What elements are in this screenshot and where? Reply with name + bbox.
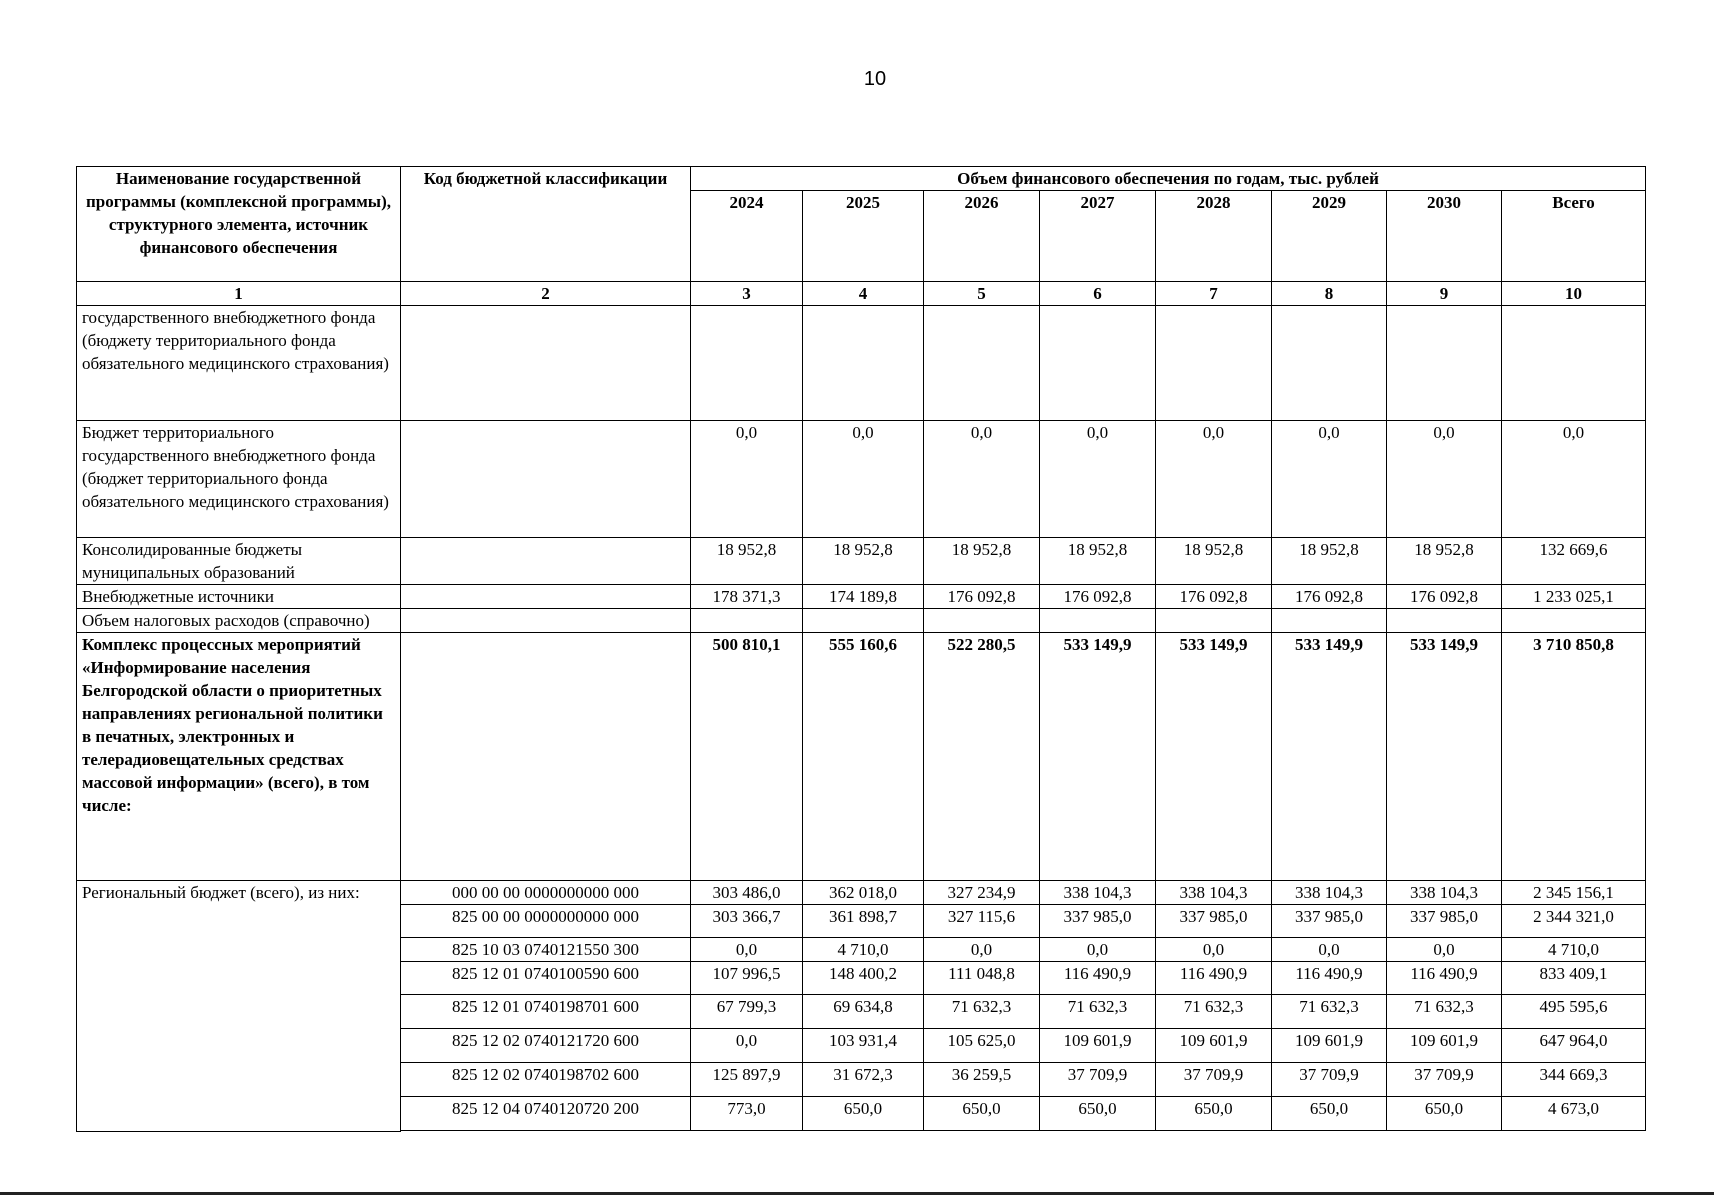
column-number: 9 [1387,282,1502,306]
header-volume-column: Объем финансового обеспечения по годам, тыс. рублей [691,167,1646,191]
column-number: 5 [924,282,1040,306]
header-year-2030: 2030 [1387,191,1502,282]
row-code: 825 12 01 0740198701 600 [401,995,691,1029]
row-value: 18 952,8 [1040,538,1156,585]
row-value: 338 104,3 [1387,881,1502,905]
row-value: 337 985,0 [1272,905,1387,938]
row-value: 71 632,3 [1272,995,1387,1029]
row-value: 533 149,9 [1387,633,1502,881]
row-value: 0,0 [1387,938,1502,962]
row-code: 825 12 04 0740120720 200 [401,1097,691,1131]
table-row [77,538,1646,585]
row-value: 0,0 [1387,421,1502,538]
row-value: 71 632,3 [924,995,1040,1029]
row-value: 361 898,7 [803,905,924,938]
row-value: 833 409,1 [1502,962,1646,995]
row-value [803,306,924,421]
row-value [1272,306,1387,421]
row-value: 103 931,4 [803,1029,924,1063]
row-value: 69 634,8 [803,995,924,1029]
row-value: 327 115,6 [924,905,1040,938]
row-value: 647 964,0 [1502,1029,1646,1063]
row-value: 1 233 025,1 [1502,585,1646,609]
row-value: 37 709,9 [1040,1063,1156,1097]
row-value: 337 985,0 [1156,905,1272,938]
row-value: 303 366,7 [691,905,803,938]
row-code [401,633,691,881]
row-name: Консолидированные бюджеты муниципальных образований [77,538,401,585]
row-value: 18 952,8 [1272,538,1387,585]
row-name: государственного внебюджетного фонда (бюджету территориального фонда обязательного медицинского страхования) [77,306,401,421]
column-number: 6 [1040,282,1156,306]
column-number: 7 [1156,282,1272,306]
column-number: 4 [803,282,924,306]
header-year-2024: 2024 [691,191,803,282]
row-value: 107 996,5 [691,962,803,995]
row-value [1387,306,1502,421]
row-value: 338 104,3 [1272,881,1387,905]
row-value: 67 799,3 [691,995,803,1029]
row-code [401,609,691,633]
row-name: Комплекс процессных мероприятий «Информирование населения Белгородской области о приоритетных направлениях региональной политики в печатных, электронных и телерадиовещательных средствах массовой информации» (всего), в том числе: [77,633,401,881]
regional-budget-name: Региональный бюджет (всего), из них: [77,881,401,1132]
row-value: 0,0 [1040,421,1156,538]
row-value: 650,0 [803,1097,924,1131]
row-value: 0,0 [1156,421,1272,538]
row-value: 178 371,3 [691,585,803,609]
table-row [77,421,1646,538]
row-code [401,421,691,538]
table-row [77,306,1646,421]
row-value: 2 344 321,0 [1502,905,1646,938]
row-value: 109 601,9 [1272,1029,1387,1063]
row-value: 650,0 [1272,1097,1387,1131]
row-value: 18 952,8 [691,538,803,585]
row-value: 37 709,9 [1156,1063,1272,1097]
row-name: Внебюджетные источники [77,585,401,609]
row-value: 176 092,8 [1387,585,1502,609]
row-value: 0,0 [924,421,1040,538]
row-value [1502,609,1646,633]
row-value [1156,306,1272,421]
row-value [803,609,924,633]
row-value: 0,0 [691,1029,803,1063]
row-value: 4 710,0 [803,938,924,962]
row-value: 37 709,9 [1387,1063,1502,1097]
row-value: 533 149,9 [1272,633,1387,881]
row-value: 37 709,9 [1272,1063,1387,1097]
row-value: 109 601,9 [1040,1029,1156,1063]
header-year-2027: 2027 [1040,191,1156,282]
row-value: 555 160,6 [803,633,924,881]
header-year-2026: 2026 [924,191,1040,282]
row-code [401,306,691,421]
row-value: 0,0 [1502,421,1646,538]
row-value: 116 490,9 [1156,962,1272,995]
row-code [401,585,691,609]
row-value: 0,0 [1272,938,1387,962]
row-value: 344 669,3 [1502,1063,1646,1097]
row-code: 825 12 02 0740121720 600 [401,1029,691,1063]
row-value [1387,609,1502,633]
row-value: 176 092,8 [1156,585,1272,609]
row-value: 18 952,8 [1387,538,1502,585]
row-value: 303 486,0 [691,881,803,905]
row-code: 825 00 00 0000000000 000 [401,905,691,938]
row-code: 825 10 03 0740121550 300 [401,938,691,962]
column-number: 1 [77,282,401,306]
row-value [924,306,1040,421]
row-value: 650,0 [1387,1097,1502,1131]
row-value: 0,0 [1040,938,1156,962]
row-value: 522 280,5 [924,633,1040,881]
header-year-2029: 2029 [1272,191,1387,282]
header-year-2028: 2028 [1156,191,1272,282]
row-code [401,538,691,585]
row-value: 337 985,0 [1040,905,1156,938]
row-name: Объем налоговых расходов (справочно) [77,609,401,633]
header-year-2025: 2025 [803,191,924,282]
row-value: 362 018,0 [803,881,924,905]
row-value: 500 810,1 [691,633,803,881]
row-value: 71 632,3 [1040,995,1156,1029]
row-value: 36 259,5 [924,1063,1040,1097]
column-number: 8 [1272,282,1387,306]
row-value [1502,306,1646,421]
row-value: 18 952,8 [1156,538,1272,585]
row-value [1156,609,1272,633]
row-value: 338 104,3 [1040,881,1156,905]
row-value: 176 092,8 [924,585,1040,609]
row-value: 176 092,8 [1272,585,1387,609]
row-value: 176 092,8 [1040,585,1156,609]
row-code: 825 12 02 0740198702 600 [401,1063,691,1097]
row-value: 4 673,0 [1502,1097,1646,1131]
row-value: 773,0 [691,1097,803,1131]
row-value: 338 104,3 [1156,881,1272,905]
row-value [691,306,803,421]
row-value: 109 601,9 [1156,1029,1272,1063]
table-row [77,609,1646,633]
row-value: 71 632,3 [1387,995,1502,1029]
row-value [1040,306,1156,421]
row-value: 3 710 850,8 [1502,633,1646,881]
row-value: 116 490,9 [1040,962,1156,995]
row-value [1040,609,1156,633]
page-bottom-edge [0,1192,1714,1195]
row-value: 0,0 [803,421,924,538]
row-value: 71 632,3 [1156,995,1272,1029]
row-value: 125 897,9 [691,1063,803,1097]
row-value: 148 400,2 [803,962,924,995]
row-value: 0,0 [1156,938,1272,962]
row-value: 116 490,9 [1272,962,1387,995]
row-value: 18 952,8 [924,538,1040,585]
header-total: Всего [1502,191,1646,282]
row-name: Бюджет территориального государственного внебюджетного фонда (бюджет территориального фонда обязательного медицинского страхования) [77,421,401,538]
row-value [691,609,803,633]
row-value: 650,0 [1156,1097,1272,1131]
row-code: 000 00 00 0000000000 000 [401,881,691,905]
row-value: 327 234,9 [924,881,1040,905]
row-value: 111 048,8 [924,962,1040,995]
row-value: 132 669,6 [1502,538,1646,585]
table-row [77,881,1646,905]
row-value: 0,0 [691,938,803,962]
row-value: 495 595,6 [1502,995,1646,1029]
row-value: 31 672,3 [803,1063,924,1097]
row-value: 4 710,0 [1502,938,1646,962]
row-value: 0,0 [1272,421,1387,538]
row-value: 337 985,0 [1387,905,1502,938]
row-value: 105 625,0 [924,1029,1040,1063]
row-value: 0,0 [691,421,803,538]
row-value: 533 149,9 [1156,633,1272,881]
header-code-column: Код бюджетной классификации [401,167,691,282]
row-value: 0,0 [924,938,1040,962]
row-value: 18 952,8 [803,538,924,585]
row-value: 174 189,8 [803,585,924,609]
column-number: 2 [401,282,691,306]
financing-table [76,166,1646,1132]
row-value [924,609,1040,633]
header-name-column: Наименование государственной программы (комплексной программы), структурного элемента, источник финансового обеспечения [77,167,401,282]
column-number-row [77,282,1646,306]
table-row [77,585,1646,609]
row-value: 109 601,9 [1387,1029,1502,1063]
row-value: 116 490,9 [1387,962,1502,995]
row-value: 650,0 [1040,1097,1156,1131]
column-number: 3 [691,282,803,306]
row-value: 650,0 [924,1097,1040,1131]
table-row [77,633,1646,881]
row-value [1272,609,1387,633]
page-number: 10 [863,68,887,90]
row-value: 2 345 156,1 [1502,881,1646,905]
row-value: 533 149,9 [1040,633,1156,881]
row-code: 825 12 01 0740100590 600 [401,962,691,995]
column-number: 10 [1502,282,1646,306]
